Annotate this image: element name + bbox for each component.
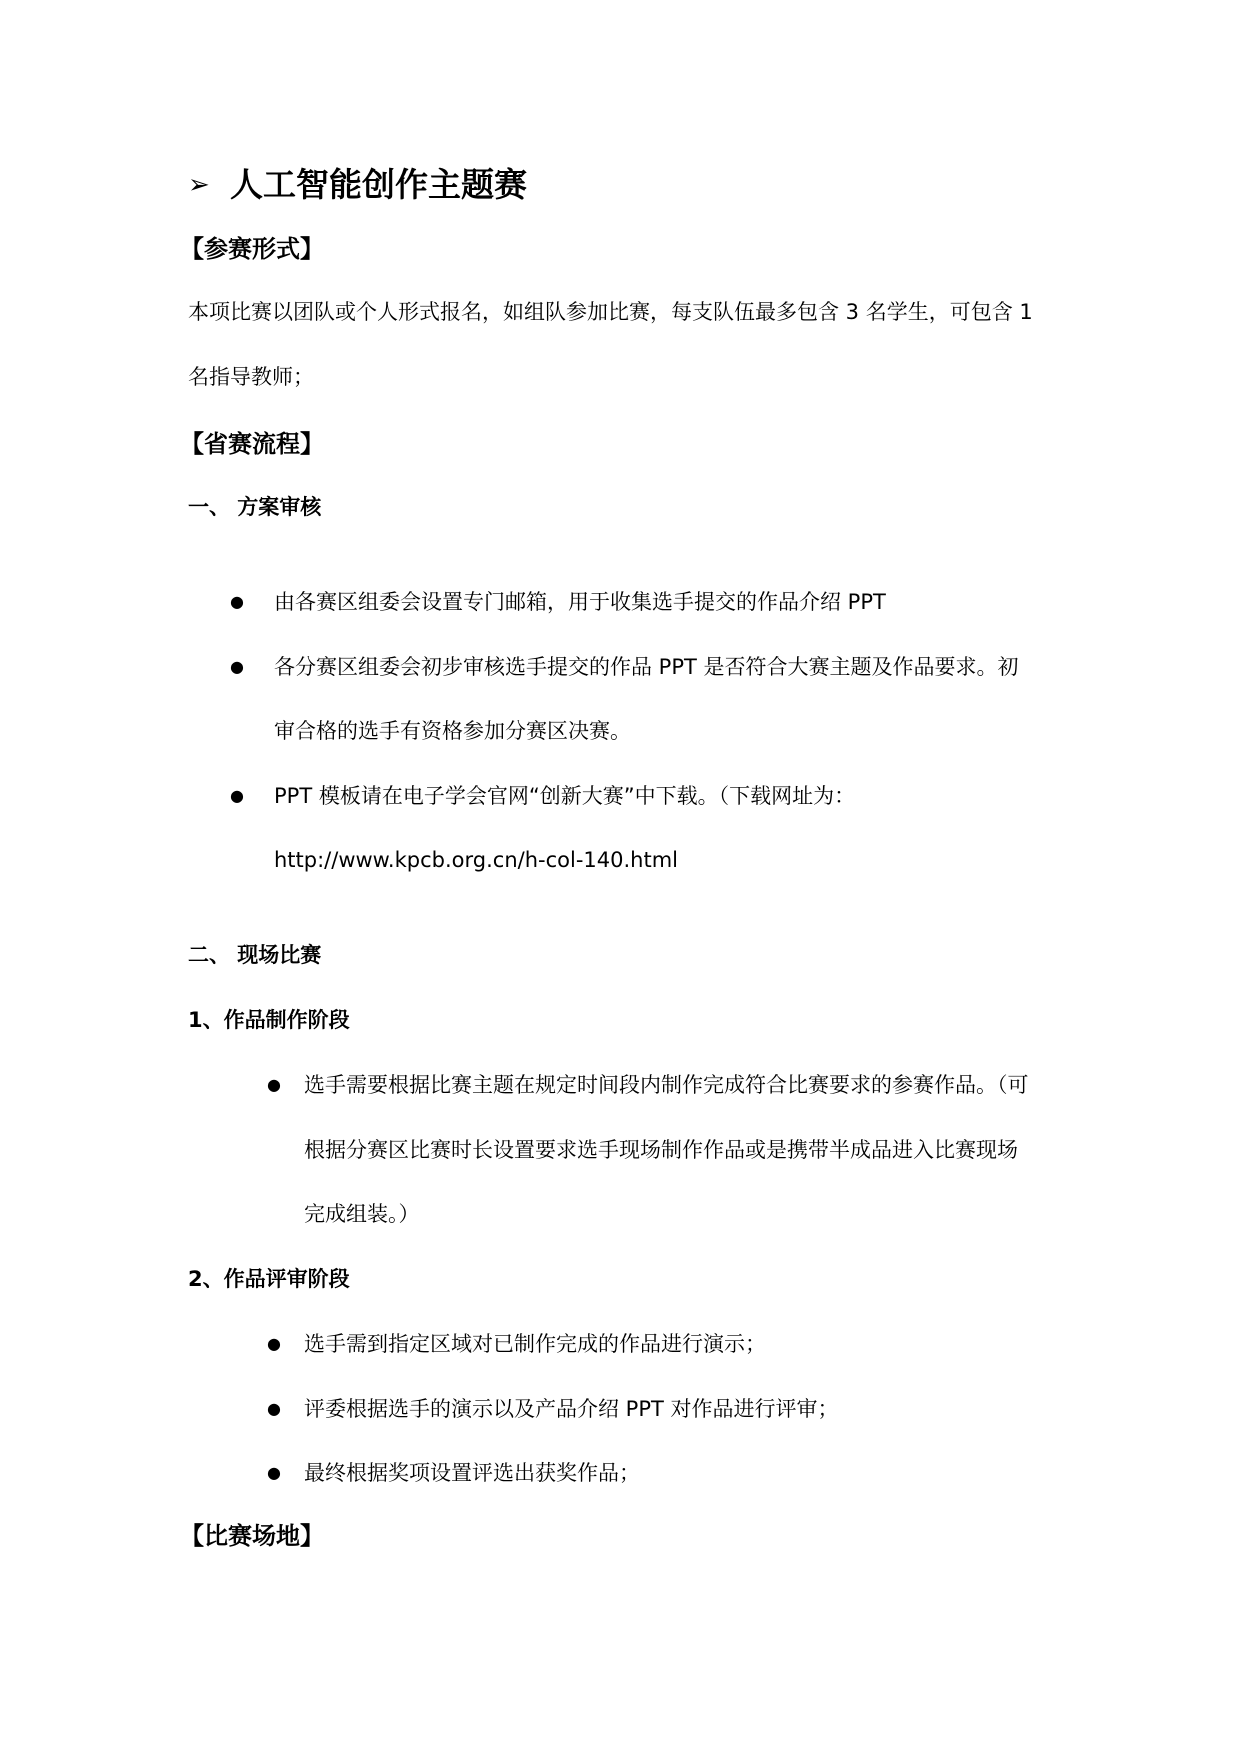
- judging-bullet-line: 最终根据奖项设置评选出获奖作品；: [304, 1461, 640, 1485]
- review-bullet-line: 审合格的选手有资格参加分赛区决赛。: [274, 719, 631, 743]
- arrow-bullet-icon: ➢: [188, 170, 210, 200]
- bullet-dot-icon: ●: [267, 1075, 281, 1094]
- bullet-dot-icon: ●: [267, 1334, 281, 1353]
- production-bullet-line: 完成组装。）: [304, 1202, 420, 1226]
- bullet-dot-icon: ●: [230, 786, 244, 805]
- review-bullet-line: 由各赛区组委会设置专门邮箱，用于收集选手提交的作品介绍 PPT: [274, 590, 886, 614]
- step-heading-review: 一、 方案审核: [188, 495, 322, 519]
- production-bullet-line: 根据分赛区比赛时长设置要求选手现场制作作品或是携带半成品进入比赛现场: [304, 1138, 1018, 1162]
- section-heading-format: 【参赛形式】: [180, 235, 324, 263]
- step-heading-onsite: 二、 现场比赛: [188, 943, 322, 967]
- section-heading-process: 【省赛流程】: [180, 430, 324, 458]
- production-bullet-line: 选手需要根据比赛主题在规定时间段内制作完成符合比赛要求的参赛作品。（可: [304, 1073, 1029, 1097]
- format-paragraph-line: 名指导教师；: [188, 365, 314, 389]
- bullet-dot-icon: ●: [267, 1463, 281, 1482]
- review-bullet-line: PPT 模板请在电子学会官网“创新大赛”中下载。（下载网址为：: [274, 784, 856, 808]
- judging-bullet-line: 评委根据选手的演示以及产品介绍 PPT 对作品进行评审；: [304, 1397, 839, 1421]
- phase-heading-judging: 2、作品评审阶段: [188, 1267, 350, 1291]
- judging-bullet-line: 选手需到指定区域对已制作完成的作品进行演示；: [304, 1332, 766, 1356]
- phase-heading-production: 1、作品制作阶段: [188, 1008, 350, 1032]
- format-paragraph-line: 本项比赛以团队或个人形式报名，如组队参加比赛，每支队伍最多包含 3 名学生，可包含 1: [188, 300, 1033, 324]
- review-bullet-line: 各分赛区组委会初步审核选手提交的作品 PPT 是否符合大赛主题及作品要求。初: [274, 655, 1019, 679]
- bullet-dot-icon: ●: [267, 1399, 281, 1418]
- document-title: 人工智能创作主题赛: [230, 165, 527, 204]
- bullet-dot-icon: ●: [230, 592, 244, 611]
- template-url-text: http://www.kpcb.org.cn/h-col-140.html: [274, 848, 678, 872]
- bullet-dot-icon: ●: [230, 657, 244, 676]
- section-heading-venue: 【比赛场地】: [180, 1522, 324, 1550]
